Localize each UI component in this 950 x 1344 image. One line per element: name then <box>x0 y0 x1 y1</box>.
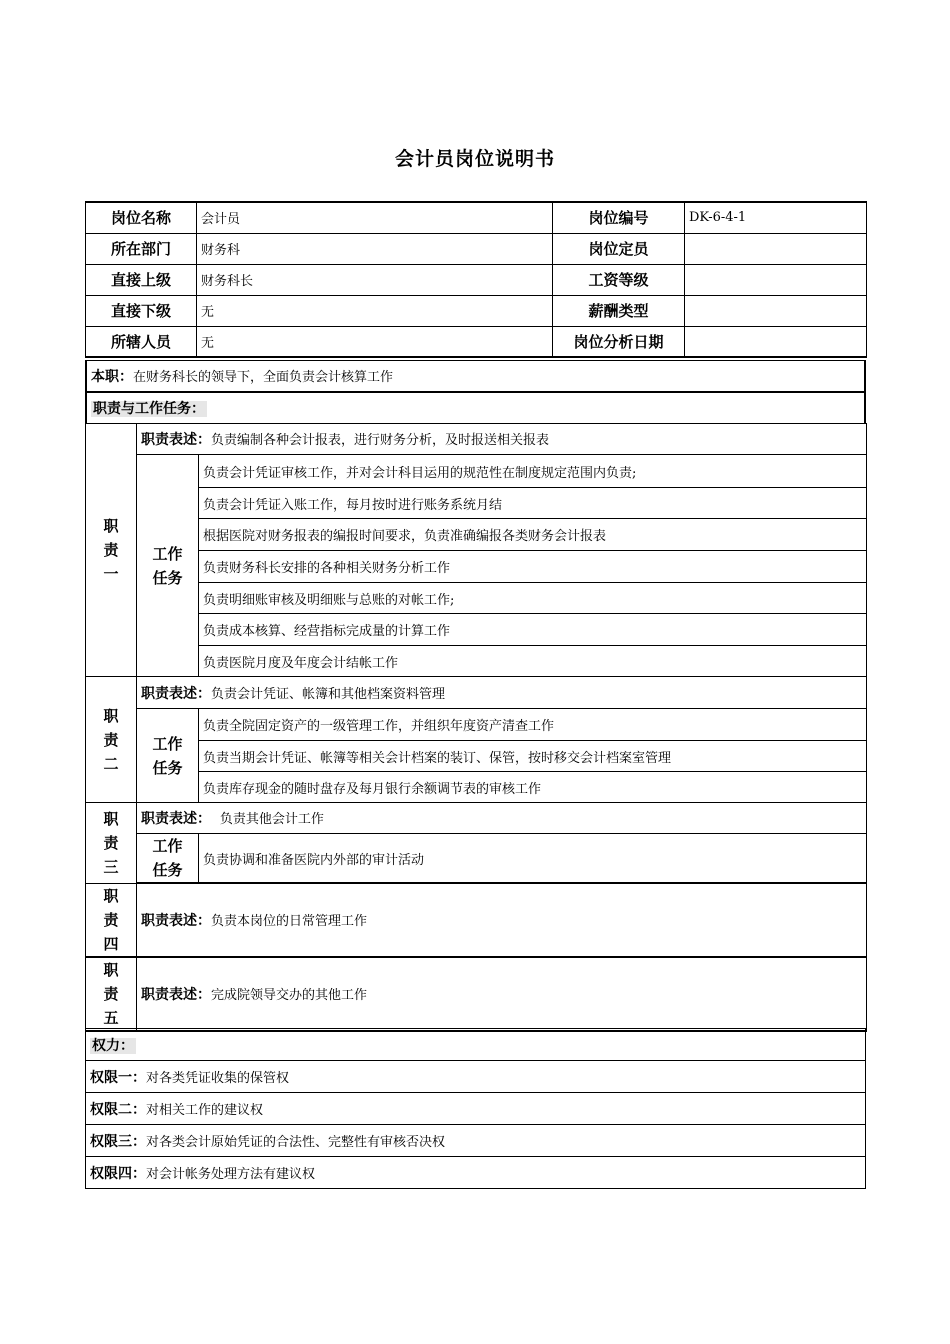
powers-table <box>85 1028 866 1189</box>
info-label: 岗位编号 <box>553 202 685 233</box>
task-row <box>86 583 867 614</box>
task-row <box>86 614 867 646</box>
power-text: 对各类凭证收集的保管权 <box>146 1070 290 1086</box>
duty-desc-text: 负责其他会计工作 <box>219 812 324 827</box>
info-label: 岗位名称 <box>86 202 197 233</box>
task-text: 负责当期会计凭证、帐簿等相关会计档案的装订、保管，按时移交会计档案室管理 <box>199 741 867 772</box>
task-row <box>86 519 867 551</box>
duty-side-label: 职 责 二 <box>86 677 137 803</box>
task-row <box>86 455 867 488</box>
info-label: 直接上级 <box>86 264 197 295</box>
core-duty-table <box>85 360 866 424</box>
info-value <box>685 264 867 295</box>
duty-side-label: 职 责 一 <box>86 424 137 677</box>
info-value <box>685 295 867 326</box>
power-label: 权限三： <box>90 1133 146 1150</box>
task-row <box>86 709 867 741</box>
task-text: 负责会计凭证审核工作，并对会计科目运用的规范性在制度规定范围内负责; <box>199 455 867 488</box>
power-text: 对各类会计原始凭证的合法性、完整性有审核否决权 <box>146 1134 446 1150</box>
power-row <box>86 1093 866 1125</box>
duty-desc-label: 职责表述： <box>141 986 211 1003</box>
task-label: 工作 任务 <box>137 455 199 677</box>
info-row <box>86 233 867 264</box>
task-text: 负责成本核算、经营指标完成量的计算工作 <box>199 614 867 646</box>
info-label: 所辖人员 <box>86 326 197 357</box>
info-value <box>685 233 867 264</box>
task-row <box>86 834 867 884</box>
info-value: DK-6-4-1 <box>685 202 867 233</box>
task-text: 负责明细账审核及明细账与总账的对帐工作; <box>199 583 867 614</box>
task-label: 工作 任务 <box>137 709 199 803</box>
powers-header-cell <box>86 1029 866 1061</box>
task-text: 负责会计凭证入账工作，每月按时进行账务系统月结 <box>199 488 867 519</box>
duty-desc-row <box>86 677 867 709</box>
info-value: 财务科长 <box>197 264 553 295</box>
power-row <box>86 1125 866 1157</box>
power-label: 权限四： <box>90 1165 146 1182</box>
power-label: 权限二： <box>90 1101 146 1118</box>
info-label: 岗位分析日期 <box>553 326 685 357</box>
duty-desc-row <box>86 803 867 834</box>
info-value: 会计员 <box>197 202 553 233</box>
duty-desc-cell <box>137 803 867 834</box>
info-label: 岗位定员 <box>553 233 685 264</box>
task-row <box>86 488 867 519</box>
duty-desc-text: 完成院领导交办的其他工作 <box>211 987 368 1003</box>
info-label: 薪酬类型 <box>553 295 685 326</box>
task-row <box>86 772 867 803</box>
task-text: 负责医院月度及年度会计结帐工作 <box>199 646 867 677</box>
info-value: 无 <box>197 295 553 326</box>
power-cell <box>86 1157 866 1189</box>
info-row <box>86 264 867 295</box>
duty-desc-label: 职责表述： <box>141 685 211 702</box>
duty-desc-row <box>86 424 867 455</box>
task-text: 负责协调和准备医院内外部的审计活动 <box>199 834 867 884</box>
info-value: 无 <box>197 326 553 357</box>
position-info-table <box>85 201 867 358</box>
duty-desc-row <box>86 957 867 1031</box>
info-label: 工资等级 <box>553 264 685 295</box>
task-row <box>86 741 867 772</box>
info-row <box>86 326 867 357</box>
info-row <box>86 295 867 326</box>
power-cell <box>86 1061 866 1093</box>
duties-header-row <box>86 392 865 424</box>
page-title: 会计员岗位说明书 <box>394 148 555 170</box>
duty-desc-row <box>86 883 867 957</box>
info-value: 财务科 <box>197 233 553 264</box>
duty-desc-text: 负责本岗位的日常管理工作 <box>211 913 368 929</box>
powers-header-row <box>86 1029 866 1061</box>
duty-desc-label: 职责表述： <box>141 811 211 827</box>
duty-desc-cell <box>137 677 867 709</box>
power-row <box>86 1157 866 1189</box>
info-label: 直接下级 <box>86 295 197 326</box>
core-duty-cell <box>86 361 865 392</box>
duties-table <box>85 423 867 1032</box>
info-value <box>685 326 867 357</box>
power-cell <box>86 1093 866 1125</box>
duties-header-cell <box>86 392 865 424</box>
info-label: 所在部门 <box>86 233 197 264</box>
task-text: 根据医院对财务报表的编报时间要求，负责准确编报各类财务会计报表 <box>199 519 867 551</box>
power-text: 对相关工作的建议权 <box>146 1102 264 1118</box>
duty-desc-cell <box>137 883 867 957</box>
powers-header: 权力： <box>92 1037 134 1054</box>
task-text: 负责库存现金的随时盘存及每月银行余额调节表的审核工作 <box>199 772 867 803</box>
task-row <box>86 646 867 677</box>
duty-side-label: 职 责 三 <box>86 803 137 884</box>
power-row <box>86 1061 866 1093</box>
task-row <box>86 551 867 583</box>
power-label: 权限一： <box>90 1069 146 1086</box>
power-cell <box>86 1125 866 1157</box>
duty-side-label: 职 责 五 <box>86 957 137 1031</box>
info-row <box>86 202 867 233</box>
duty-desc-cell <box>137 957 867 1031</box>
duty-desc-cell <box>137 424 867 455</box>
duty-desc-label: 职责表述： <box>141 432 211 448</box>
task-text: 负责全院固定资产的一级管理工作，并组织年度资产清查工作 <box>199 709 867 741</box>
task-text: 负责财务科长安排的各种相关财务分析工作 <box>199 551 867 583</box>
task-label: 工作 任务 <box>137 834 199 884</box>
core-duty-row <box>86 361 865 392</box>
duty-desc-text: 负责编制各种会计报表，进行财务分析，及时报送相关报表 <box>211 433 550 448</box>
duty-desc-text: 负责会计凭证、帐簿和其他档案资料管理 <box>211 686 446 702</box>
core-duty-text: 在财务科长的领导下，全面负责会计核算工作 <box>133 369 394 385</box>
core-duty-label: 本职： <box>91 368 133 385</box>
power-text: 对会计帐务处理方法有建议权 <box>146 1166 316 1182</box>
duties-header: 职责与工作任务： <box>93 400 205 417</box>
duty-desc-label: 职责表述： <box>141 912 211 929</box>
duty-side-label: 职 责 四 <box>86 883 137 957</box>
